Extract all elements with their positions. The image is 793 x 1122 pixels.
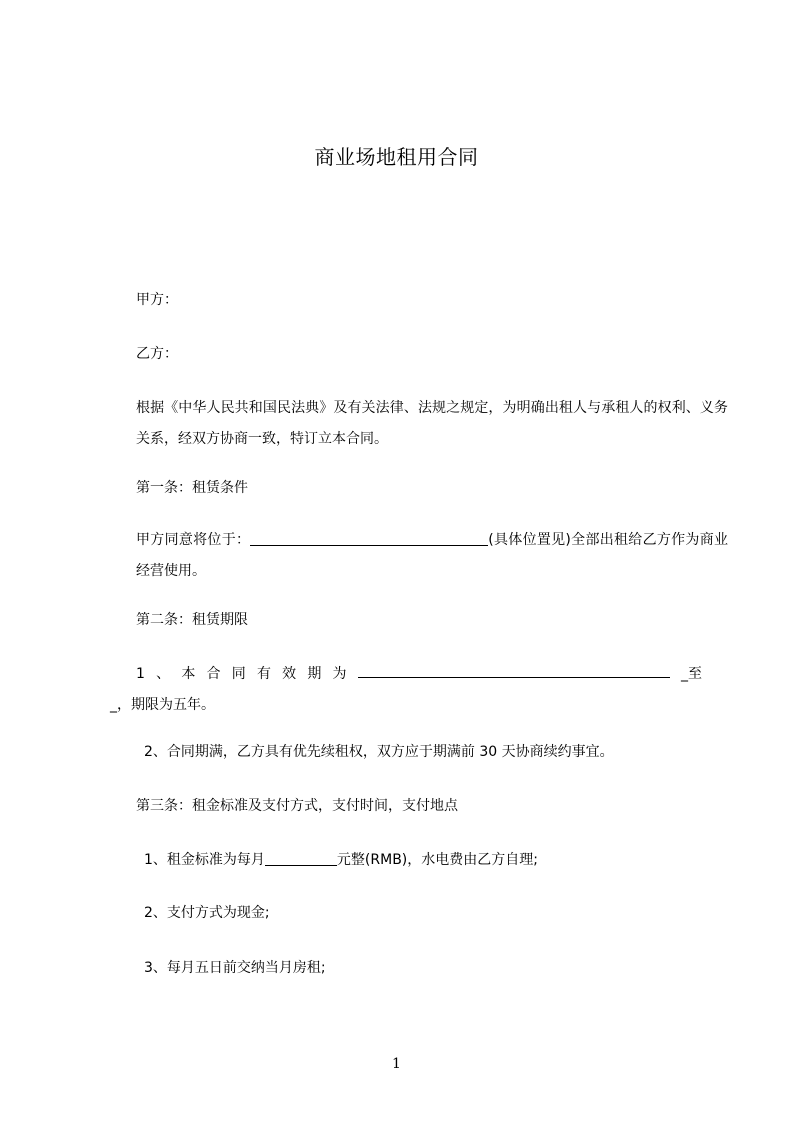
document-title: 商业场地租用合同 [314, 145, 479, 169]
item1-end: _至 [680, 666, 702, 682]
item1-char: 合 [206, 666, 221, 682]
article1-text-before: 甲方同意将位于： [136, 532, 251, 548]
item1-char: 效 [282, 666, 297, 682]
article3-item1-before: 1、租金标准为每月 [144, 852, 265, 868]
item1-char: 本 [181, 666, 196, 682]
item1-char: 、 [156, 666, 171, 682]
page-number: 1 [392, 1056, 401, 1072]
article1-paragraph [110, 525, 728, 587]
article2-item1-line1 [110, 659, 702, 690]
article1-text-after: (具体位置见)全部出租给乙方作为商业经营使用。 [136, 532, 728, 579]
rent-amount-blank [265, 851, 337, 866]
item1-char: 同 [231, 666, 246, 682]
article2-heading: 第二条：租赁期限 [136, 612, 248, 628]
article2-item1-line2: _，期限为五年。 [110, 697, 215, 713]
article2-item2: 2、合同期满，乙方具有优先续租权，双方应于期满前 30 天协商续约事宜。 [144, 744, 614, 760]
item1-char: 1 [136, 666, 145, 682]
article1-heading: 第一条：租赁条件 [136, 480, 248, 496]
article3-heading: 第三条：租金标准及支付方式，支付时间，支付地点 [136, 798, 458, 814]
item1-char: 有 [256, 666, 271, 682]
article3-item3: 3、每月五日前交纳当月房租; [144, 960, 326, 976]
preamble-paragraph: 根据《中华人民共和国民法典》及有关法律、法规之规定，为明确出租人与承租人的权利、义务关系，经双方协商一致，特订立本合同。 [136, 400, 728, 447]
article3-item2: 2、支付方式为现金; [144, 905, 270, 921]
item1-char: 为 [332, 666, 347, 682]
article3-item1-after: 元整(RMB)，水电费由乙方自理; [336, 852, 538, 868]
party-a-line: 甲方： [136, 292, 178, 308]
location-blank [250, 531, 488, 546]
party-b-line: 乙方： [136, 346, 178, 362]
article2-item1 [110, 659, 702, 721]
item1-char: 期 [307, 666, 322, 682]
term-blank [358, 663, 670, 678]
article3-item1 [110, 845, 736, 876]
